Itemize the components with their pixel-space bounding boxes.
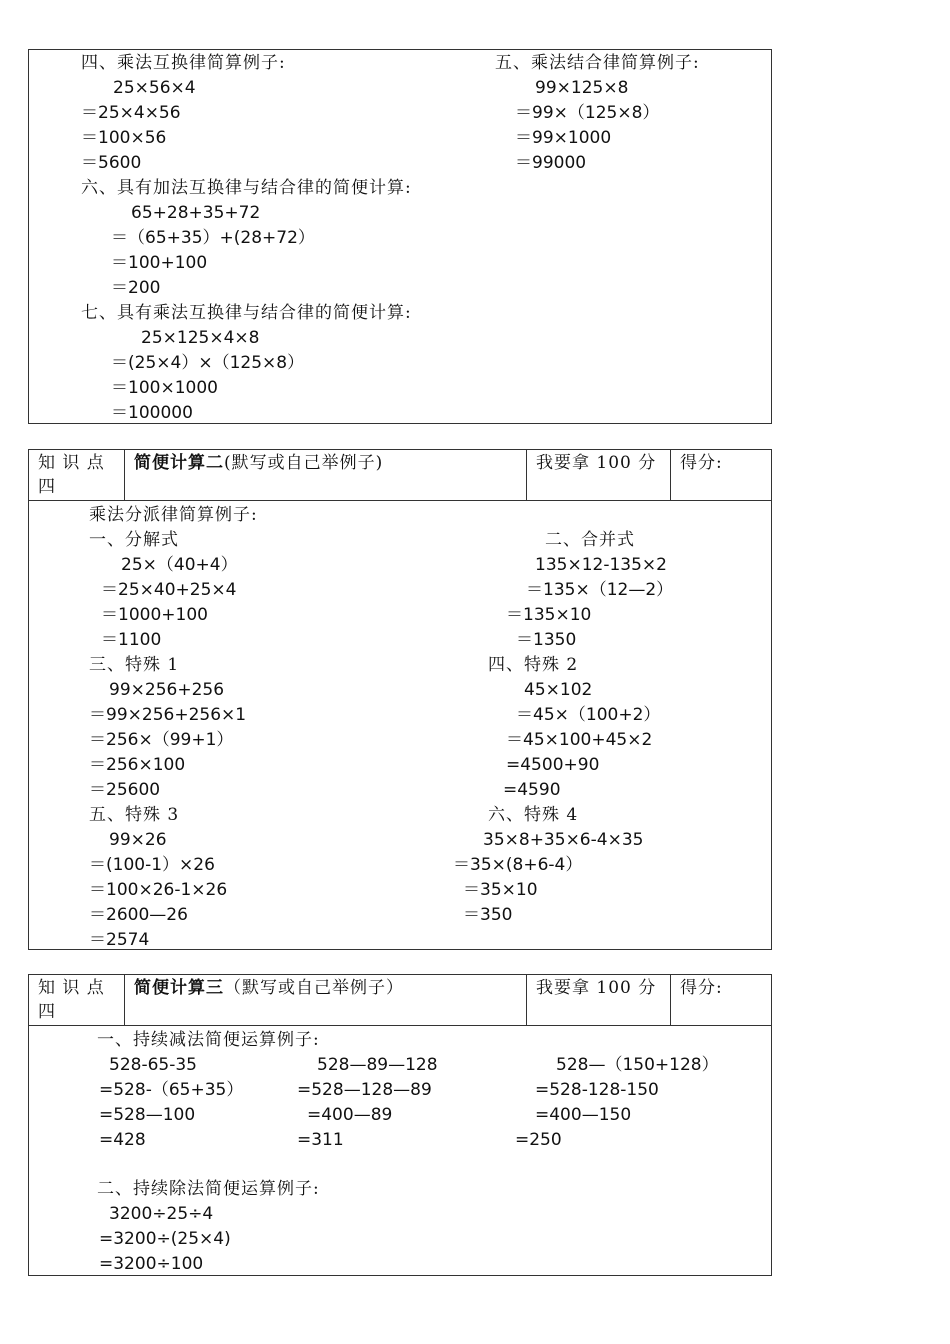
block-1 bbox=[28, 49, 772, 424]
eq-line: ＝2600—26 bbox=[89, 905, 188, 925]
eq-line: ＝(25×4）×（125×8） bbox=[111, 353, 305, 373]
heading-special-1: 三、特殊 1 bbox=[89, 655, 180, 675]
eq-line: ＝35×10 bbox=[463, 880, 538, 900]
eq-line: ＝25×4×56 bbox=[81, 103, 181, 123]
heading-associative-mult: 五、乘法结合律简算例子: bbox=[495, 53, 700, 73]
heading-special-4: 六、特殊 4 bbox=[488, 805, 579, 825]
eq-line: ＝(100-1）×26 bbox=[89, 855, 215, 875]
eq-line: 99×26 bbox=[109, 830, 167, 850]
section-title-bold: 简便计算二 bbox=[134, 453, 224, 473]
eq-line: ＝256×100 bbox=[89, 755, 186, 775]
eq-line: ＝45×100+45×2 bbox=[506, 730, 653, 750]
score-cell bbox=[670, 975, 771, 1025]
heading-mult-laws: 七、具有乘法互换律与结合律的简便计算: bbox=[81, 303, 412, 323]
title-cell bbox=[124, 450, 526, 500]
eq-line: ＝25600 bbox=[89, 780, 161, 800]
eq-line: =400—150 bbox=[535, 1105, 632, 1125]
block-2 bbox=[28, 449, 772, 950]
eq-line: 35×8+35×6-4×35 bbox=[483, 830, 644, 850]
eq-line: =528-128-150 bbox=[535, 1080, 659, 1100]
score-label: 得分: bbox=[680, 978, 723, 998]
eq-line: ＝135×10 bbox=[506, 605, 592, 625]
eq-line: ＝100×1000 bbox=[111, 378, 218, 398]
eq-line: ＝45×（100+2） bbox=[516, 705, 661, 725]
section-title-rest: (默写或自己举例子) bbox=[224, 453, 384, 473]
heading-special-2: 四、特殊 2 bbox=[488, 655, 579, 675]
eq-line: 528-65-35 bbox=[109, 1055, 197, 1075]
eq-line: 25×125×4×8 bbox=[141, 328, 260, 348]
eq-line: 135×12-135×2 bbox=[535, 555, 667, 575]
eq-line: 65+28+35+72 bbox=[131, 203, 261, 223]
eq-line: =528-（65+35） bbox=[99, 1080, 244, 1100]
eq-line: ＝99×256+256×1 bbox=[89, 705, 247, 725]
eq-line: =250 bbox=[515, 1130, 562, 1150]
score-cell bbox=[670, 450, 771, 500]
eq-line: ＝135×（12—2） bbox=[526, 580, 674, 600]
eq-line: 3200÷25÷4 bbox=[109, 1204, 214, 1224]
heading-combine: 二、合并式 bbox=[545, 530, 635, 550]
eq-line: ＝100000 bbox=[111, 403, 193, 423]
eq-line: =4590 bbox=[503, 780, 561, 800]
eq-line: =3200÷100 bbox=[99, 1254, 204, 1274]
eq-line: ＝200 bbox=[111, 278, 161, 298]
eq-line: 528—（150+128） bbox=[556, 1055, 719, 1075]
heading-decompose: 一、分解式 bbox=[89, 530, 179, 550]
eq-line: 25×（40+4） bbox=[121, 555, 238, 575]
section-title bbox=[134, 451, 383, 476]
eq-line: =528—128—89 bbox=[297, 1080, 432, 1100]
eq-line: =528—100 bbox=[99, 1105, 196, 1125]
eq-line: =3200÷(25×4) bbox=[99, 1229, 231, 1249]
heading-commutative-mult: 四、乘法互换律简算例子: bbox=[81, 53, 286, 73]
title-cell bbox=[124, 975, 526, 1025]
kp-label: 知 识 点 bbox=[38, 453, 105, 473]
section-title bbox=[134, 976, 404, 1001]
eq-line: ＝256×（99+1） bbox=[89, 730, 234, 750]
block-3-header bbox=[29, 975, 771, 1026]
eq-line: ＝100×56 bbox=[81, 128, 167, 148]
eq-line: ＝99000 bbox=[515, 153, 587, 173]
target-cell bbox=[526, 975, 670, 1025]
eq-line: ＝1100 bbox=[101, 630, 162, 650]
kp-number: 四 bbox=[38, 477, 56, 497]
kp-number: 四 bbox=[38, 1002, 56, 1022]
target-score: 我要拿 100 分 bbox=[536, 978, 657, 998]
knowledge-point-cell bbox=[29, 975, 124, 1025]
block-2-header bbox=[29, 450, 771, 501]
eq-line: ＝25×40+25×4 bbox=[101, 580, 237, 600]
eq-line: ＝1350 bbox=[516, 630, 577, 650]
eq-line: ＝（65+35）+(28+72） bbox=[111, 228, 315, 248]
eq-line: ＝100+100 bbox=[111, 253, 208, 273]
heading-continuous-division: 二、持续除法简便运算例子: bbox=[97, 1179, 320, 1199]
heading-add-laws: 六、具有加法互换律与结合律的简便计算: bbox=[81, 178, 412, 198]
target-cell bbox=[526, 450, 670, 500]
target-score: 我要拿 100 分 bbox=[536, 453, 657, 473]
intro-distributive: 乘法分派律简算例子: bbox=[89, 505, 258, 525]
heading-continuous-subtraction: 一、持续减法简便运算例子: bbox=[97, 1030, 320, 1050]
eq-line: =400—89 bbox=[307, 1105, 393, 1125]
score-label: 得分: bbox=[680, 453, 723, 473]
block-3 bbox=[28, 974, 772, 1276]
eq-line: ＝5600 bbox=[81, 153, 142, 173]
eq-line: ＝2574 bbox=[89, 930, 150, 950]
eq-line: ＝99×1000 bbox=[515, 128, 612, 148]
eq-line: =311 bbox=[297, 1130, 344, 1150]
eq-line: 99×125×8 bbox=[535, 78, 629, 98]
eq-line: ＝35×(8+6-4） bbox=[453, 855, 583, 875]
section-title-bold: 简便计算三 bbox=[134, 978, 224, 998]
eq-line: ＝1000+100 bbox=[101, 605, 208, 625]
eq-line: ＝350 bbox=[463, 905, 513, 925]
eq-line: 25×56×4 bbox=[113, 78, 196, 98]
eq-line: =428 bbox=[99, 1130, 146, 1150]
heading-special-3: 五、特殊 3 bbox=[89, 805, 180, 825]
eq-line: ＝99×（125×8） bbox=[515, 103, 660, 123]
eq-line: 45×102 bbox=[524, 680, 593, 700]
eq-line: ＝100×26-1×26 bbox=[89, 880, 228, 900]
section-title-rest: （默写或自己举例子） bbox=[224, 978, 404, 998]
eq-line: 528—89—128 bbox=[317, 1055, 438, 1075]
eq-line: 99×256+256 bbox=[109, 680, 225, 700]
eq-line: =4500+90 bbox=[506, 755, 600, 775]
kp-label: 知 识 点 bbox=[38, 978, 105, 998]
knowledge-point-cell bbox=[29, 450, 124, 500]
